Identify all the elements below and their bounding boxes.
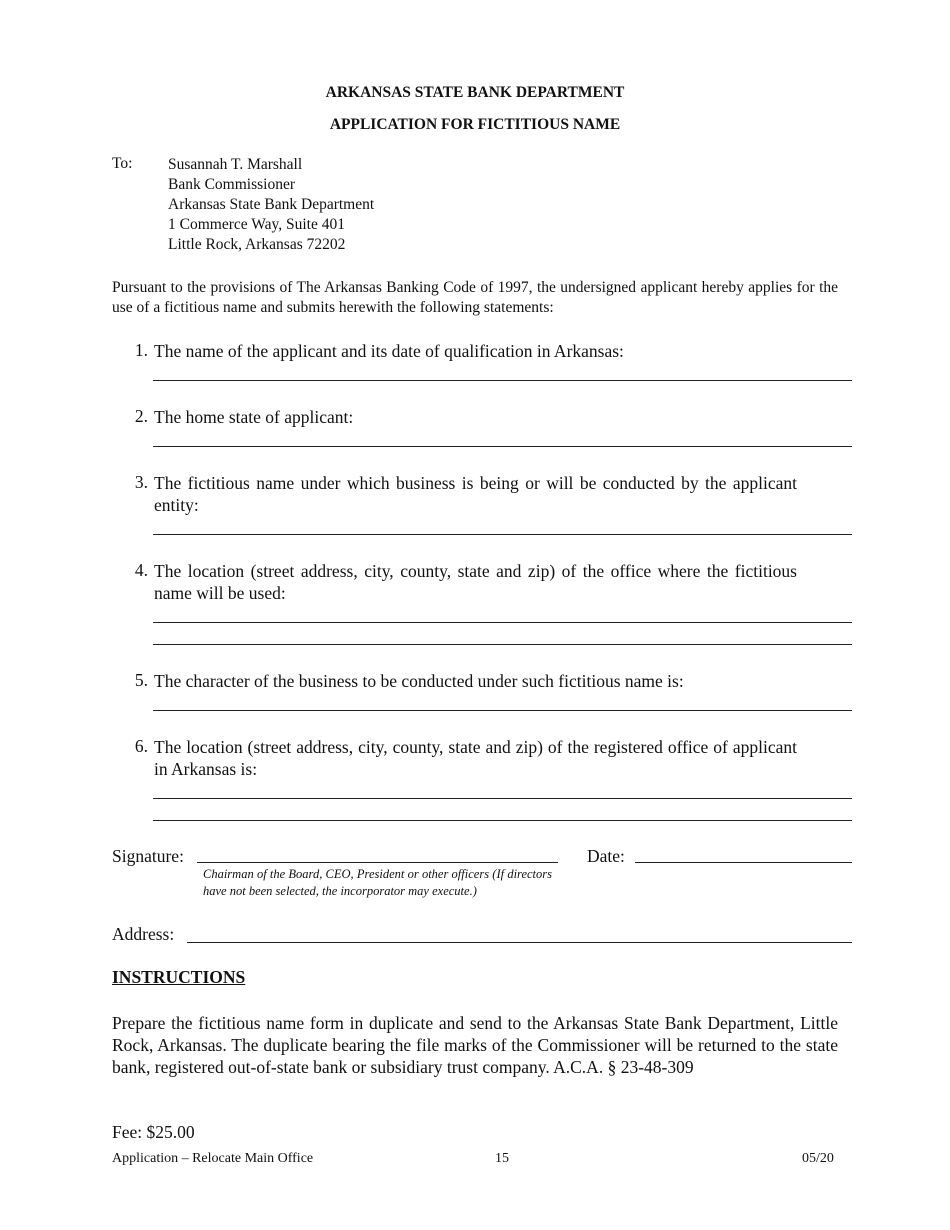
item-4-answer-line-2[interactable]	[153, 644, 852, 645]
item-2-text: The home state of applicant:	[154, 407, 354, 427]
addressee-line: Little Rock, Arkansas 72202	[168, 236, 346, 253]
instructions-body: Prepare the fictitious name form in duplicate and send to the Arkansas State Bank Department, Little Rock, Arkansas. The duplicate bearing the file marks of the Commissioner will be returned to the state bank, registered out-of-state bank or subsidiary trust company. A.C.A. § 23-48-309	[112, 1013, 838, 1077]
intro-paragraph: Pursuant to the provisions of The Arkansas Banking Code of 1997, the undersigned applicant hereby applies for the use of a fictitious name and submits herewith the following statements:	[112, 279, 838, 316]
item-number: 4.	[134, 560, 148, 580]
item-5-answer-line[interactable]	[153, 710, 852, 711]
item-number: 6.	[134, 736, 148, 756]
item-4-text: The location (street address, city, county, state and zip) of the office where the fictitious name will be used:	[154, 561, 797, 603]
signature-line[interactable]	[197, 862, 558, 863]
item-6-answer-line-1[interactable]	[153, 798, 852, 799]
date-label: Date:	[587, 846, 625, 866]
item-6-text: The location (street address, city, county, state and zip) of the registered office of applicant in Arkansas is:	[154, 737, 797, 779]
addressee-block	[168, 155, 374, 255]
date-line[interactable]	[635, 862, 852, 863]
department-title: ARKANSAS STATE BANK DEPARTMENT	[325, 84, 625, 101]
item-6-answer-line-2[interactable]	[153, 820, 852, 821]
addressee-line: 1 Commerce Way, Suite 401	[168, 216, 345, 233]
addressee-line: Bank Commissioner	[168, 176, 296, 193]
item-2-answer-line[interactable]	[153, 446, 852, 447]
item-3-text: The fictitious name under which business is being or will be conducted by the applicant entity:	[154, 473, 797, 515]
item-5-text: The character of the business to be conducted under such fictitious name is:	[154, 671, 684, 691]
footer-date: 05/20	[802, 1151, 834, 1166]
item-1-text: The name of the applicant and its date of qualification in Arkansas:	[154, 341, 624, 361]
addressee-line: Arkansas State Bank Department	[168, 196, 375, 213]
item-number: 2.	[134, 406, 148, 426]
address-label: Address:	[112, 924, 175, 944]
item-1-answer-line[interactable]	[153, 380, 852, 381]
item-4-answer-line-1[interactable]	[153, 622, 852, 623]
signature-caption: Chairman of the Board, CEO, President or other officers (If directors have not been selected, the incorporator may execute.)	[203, 867, 552, 898]
instructions-heading: INSTRUCTIONS	[112, 967, 246, 987]
item-number: 5.	[134, 670, 148, 690]
signature-label: Signature:	[112, 846, 184, 866]
fee-text: Fee: $25.00	[112, 1122, 195, 1142]
item-3-answer-line[interactable]	[153, 534, 852, 535]
page-number: 15	[495, 1151, 509, 1166]
to-label: To:	[112, 155, 133, 172]
item-number: 3.	[134, 472, 148, 492]
footer-left: Application – Relocate Main Office	[112, 1151, 314, 1166]
form-title: APPLICATION FOR FICTITIOUS NAME	[329, 116, 621, 133]
item-number: 1.	[134, 340, 148, 360]
address-line[interactable]	[187, 942, 852, 943]
addressee-line: Susannah T. Marshall	[168, 156, 303, 173]
